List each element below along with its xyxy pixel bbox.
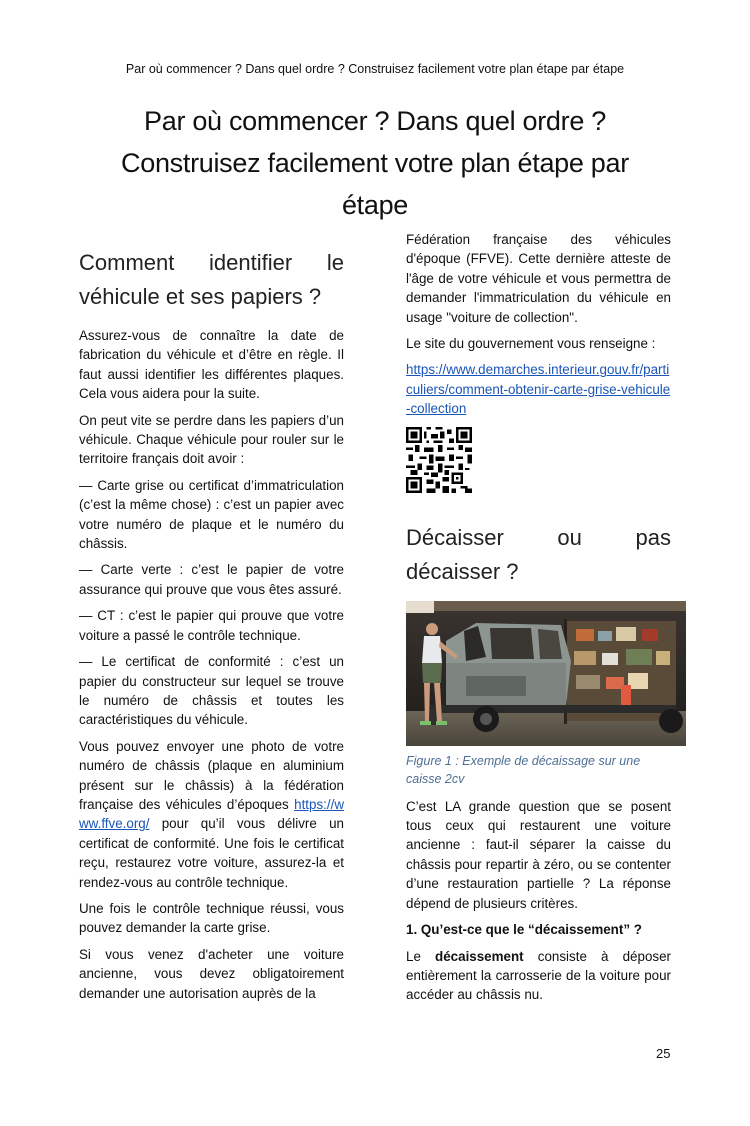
paragraph: Une fois le contrôle technique réussi, vous pouvez demander la carte grise. (79, 900, 344, 936)
paragraph: Si vous venez d'acheter une voiture ancienne, vous devez obligatoirement demander une autorisation auprès de la (79, 946, 344, 1001)
section-heading-identify-line2: véhicule et ses papiers ? (79, 284, 322, 309)
paragraph: Le site du gouvernement vous renseigne : (406, 336, 656, 352)
qr-code-icon[interactable] (406, 427, 472, 493)
garage-car-photo (406, 601, 686, 746)
paragraph: Assurez-vous de connaître la date de fabrication du véhicule et d’être en règle. Il faut aussi identifier les différentes plaques. Cela vous aidera pour la suite. (79, 328, 344, 402)
subheading-decaissement: 1. Qu’est-ce que le “décaissement” ? (406, 922, 642, 938)
paragraph: C’est LA grande question que se posent tous ceux qui restaurent une voiture ancienne : faut-il séparer la caisse du châssis pour repartir à zéro, ou se contenter d’une restauration partielle ? La réponse dépend de plusieurs critères. (406, 798, 671, 911)
section-heading-identify-line1: Comment identifier le (79, 250, 344, 275)
paragraph-text: Le (406, 948, 436, 964)
right-column (406, 230, 671, 1012)
figure-caption: Figure 1 : Exemple de décaissage sur une caisse 2cv (406, 753, 641, 786)
paragraph: — Carte verte : c’est le papier de votre assurance qui prouve que vous êtes assuré. (79, 562, 344, 597)
paragraph-text: Vous pouvez envoyer une photo de votre numéro de châssis (plaque en aluminium présent sur le châssis) à la fédération française des véhicules d’époques (79, 738, 344, 812)
left-column (79, 246, 344, 1010)
ffve-link[interactable]: https://www.ffve.org/ (79, 796, 344, 832)
gov-link-paragraph (406, 360, 671, 418)
gov-link[interactable]: https://www.demarches.interieur.gouv.fr/particuliers/comment-obtenir-carte-grise-vehicule-collection (406, 362, 671, 417)
paragraph-decaissement (406, 947, 671, 1005)
paragraph: — CT : c’est le papier qui prouve que votre voiture a passé le contrôle technique. (79, 608, 344, 643)
paragraph-text: consiste à déposer entièrement la carrosserie de la voiture pour accéder au châssis nu. (406, 948, 672, 1003)
running-header: Par où commencer ? Dans quel ordre ? Construisez facilement votre plan étape par étape (125, 62, 625, 76)
page-title-line2: Construisez facilement votre plan étape par (121, 148, 629, 178)
paragraph-text: pour qu’il vous délivre un certificat de conformité. Une fois le certificat reçu, restaurez votre voiture, assurez-la et rendez-vous au contrôle technique. (79, 816, 344, 890)
paragraph: — Carte grise ou certificat d’immatriculation (c’est la même chose) : c’est un papier avec votre numéro de plaque et le numéro du châssis. (79, 477, 344, 552)
paragraph: On peut vite se perdre dans les papiers d’un véhicule. Chaque véhicule pour rouler sur le territoire français doit avoir : (79, 412, 344, 467)
paragraph: Fédération française des véhicules d'époque (FFVE). Cette dernière atteste de l'âge de votre véhicule et vous permettra de demander l'immatriculation du véhicule en usage "voiture de collection". (406, 232, 671, 325)
page-number: 25 (656, 1046, 671, 1061)
section-heading-decaisser (406, 521, 671, 589)
page-title-line3: étape (341, 190, 409, 220)
section-heading-identify (79, 246, 344, 314)
paragraph: — Le certificat de conformité : c’est un papier du constructeur sur lequel se trouve le numéro de châssis et toutes les caractéristiques du véhicule. (79, 654, 344, 728)
paragraph-ffve (79, 737, 344, 892)
bold-term: décaissement (435, 948, 524, 964)
section-heading-decaisser-line1: Décaisser ou pas (406, 524, 671, 550)
page-title-line1: Par où commencer ? Dans quel ordre ? (144, 106, 606, 136)
section-heading-decaisser-line2: décaisser ? (406, 558, 519, 584)
page-title (60, 100, 690, 226)
